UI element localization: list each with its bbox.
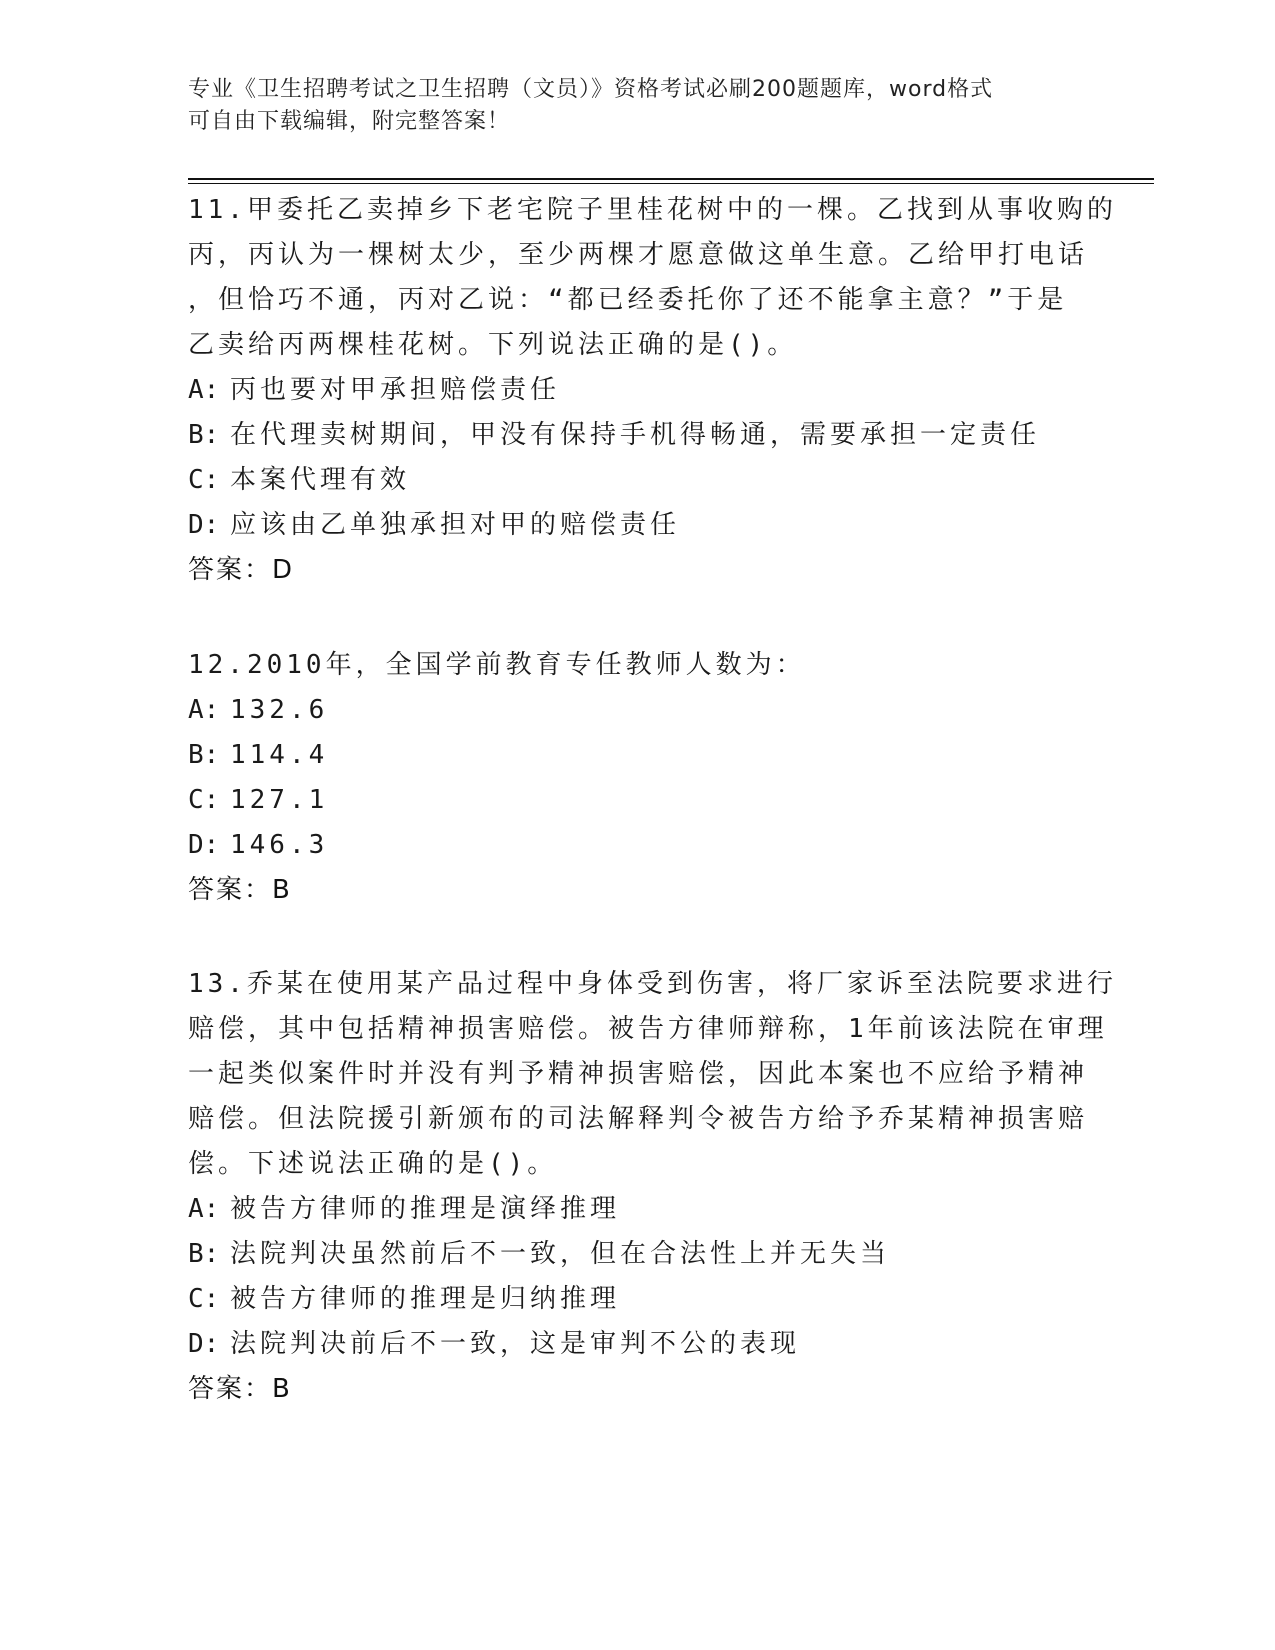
header-divider-thin xyxy=(188,183,1154,184)
stem-line: 赔偿，其中包括精神损害赔偿。被告方律师辩称，1年前该法院在审理 xyxy=(188,1014,1108,1044)
option-key: C: xyxy=(188,1284,220,1314)
option-text: 丙也要对甲承担赔偿责任 xyxy=(230,375,561,405)
option-a xyxy=(188,1187,1088,1232)
option-text: 132.6 xyxy=(230,695,329,725)
option-text: 应该由乙单独承担对甲的赔偿责任 xyxy=(230,510,681,540)
option-c xyxy=(188,778,1088,823)
option-key: D: xyxy=(188,1329,220,1359)
option-key: A: xyxy=(188,1194,220,1224)
stem-line: 13.乔某在使用某产品过程中身体受到伤害，将厂家诉至法院要求进行 xyxy=(188,969,1117,999)
option-key: C: xyxy=(188,785,220,815)
stem-line: ，但恰巧不通，丙对乙说：“都已经委托你了还不能拿主意？”于是 xyxy=(188,285,1068,315)
option-text: 本案代理有效 xyxy=(230,465,411,495)
option-text: 法院判决前后不一致，这是审判不公的表现 xyxy=(230,1329,801,1359)
option-key: A: xyxy=(188,375,220,405)
option-text: 146.3 xyxy=(230,830,329,860)
option-b xyxy=(188,733,1088,778)
question-11 xyxy=(188,188,1117,593)
option-key: B: xyxy=(188,1239,220,1269)
answer-line: 答案：B xyxy=(188,875,292,905)
stem-line: 赔偿。但法院援引新颁布的司法解释判令被告方给予乔某精神损害赔 xyxy=(188,1104,1089,1134)
stem-line: 偿。下述说法正确的是()。 xyxy=(188,1149,558,1179)
question-12 xyxy=(188,643,1088,913)
document-header xyxy=(188,74,1068,138)
option-key: A: xyxy=(188,695,220,725)
stem-line: 一起类似案件时并没有判予精神损害赔偿，因此本案也不应给予精神 xyxy=(188,1059,1089,1089)
answer-line: 答案：D xyxy=(188,555,295,585)
question-stem xyxy=(188,643,1088,688)
question-stem xyxy=(188,188,1117,368)
option-c xyxy=(188,458,1088,503)
option-key: C: xyxy=(188,465,220,495)
header-divider-thick xyxy=(188,178,1154,180)
option-key: D: xyxy=(188,830,220,860)
option-a xyxy=(188,368,1088,413)
option-key: B: xyxy=(188,740,220,770)
header-line-1: 专业《卫生招聘考试之卫生招聘（文员）》资格考试必刷200题题库，word格式 xyxy=(188,77,994,102)
option-key: B: xyxy=(188,420,220,450)
option-text: 法院判决虽然前后不一致，但在合法性上并无失当 xyxy=(230,1239,891,1269)
stem-line: 丙，丙认为一棵树太少，至少两棵才愿意做这单生意。乙给甲打电话 xyxy=(188,240,1089,270)
option-d xyxy=(188,823,1088,868)
question-stem xyxy=(188,962,1117,1187)
option-d xyxy=(188,1322,1088,1367)
header-line-2: 可自由下载编辑，附完整答案！ xyxy=(188,109,511,134)
stem-line: 乙卖给丙两棵桂花树。下列说法正确的是()。 xyxy=(188,330,798,360)
option-b xyxy=(188,413,1088,458)
option-text: 在代理卖树期间，甲没有保持手机得畅通，需要承担一定责任 xyxy=(230,420,1041,450)
option-a xyxy=(188,688,1088,733)
question-13 xyxy=(188,962,1117,1412)
option-text: 127.1 xyxy=(230,785,329,815)
option-d xyxy=(188,503,1088,548)
option-text: 被告方律师的推理是归纳推理 xyxy=(230,1284,621,1314)
answer-line: 答案：B xyxy=(188,1374,292,1404)
stem-line: 12.2010年，全国学前教育专任教师人数为： xyxy=(188,650,806,680)
option-text: 被告方律师的推理是演绎推理 xyxy=(230,1194,621,1224)
option-b xyxy=(188,1232,1088,1277)
stem-line: 11.甲委托乙卖掉乡下老宅院子里桂花树中的一棵。乙找到从事收购的 xyxy=(188,195,1117,225)
option-text: 114.4 xyxy=(230,740,329,770)
option-c xyxy=(188,1277,1088,1322)
option-key: D: xyxy=(188,510,220,540)
